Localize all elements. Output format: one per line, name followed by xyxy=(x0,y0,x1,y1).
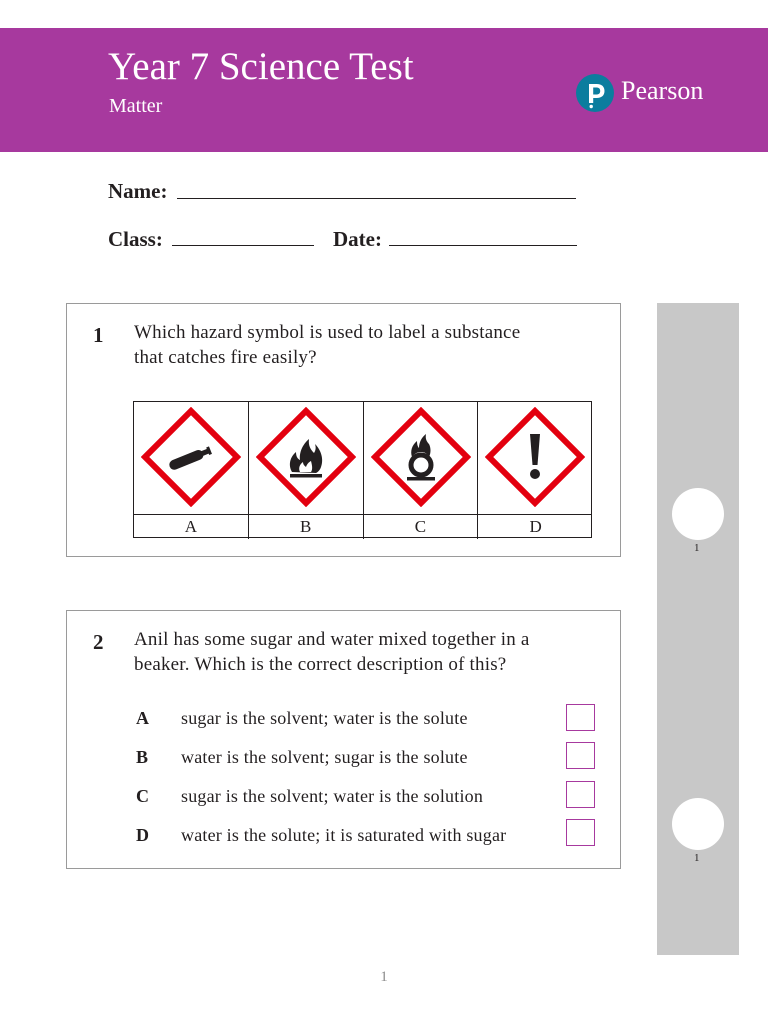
name-field[interactable] xyxy=(177,198,576,199)
page-number: 1 xyxy=(380,969,388,985)
question-1-number: 1 xyxy=(93,323,104,347)
test-title: Year 7 Science Test xyxy=(108,45,414,88)
class-field[interactable] xyxy=(172,245,314,246)
option-a-text: sugar is the solvent; water is the solute xyxy=(181,708,468,728)
option-c-checkbox[interactable] xyxy=(566,781,595,808)
option-b-text: water is the solvent; sugar is the solute xyxy=(181,747,468,767)
hazard-label-d: D xyxy=(529,517,542,536)
mark-box-q1[interactable] xyxy=(672,488,724,540)
test-subtitle: Matter xyxy=(109,95,163,117)
question-2-text-line-2: beaker. Which is the correct description of this? xyxy=(134,654,507,675)
mark-box-q2[interactable] xyxy=(672,798,724,850)
option-b-checkbox[interactable] xyxy=(566,742,595,769)
gas-cylinder-icon xyxy=(141,407,241,507)
option-d-checkbox[interactable] xyxy=(566,819,595,846)
hazard-label-b: B xyxy=(249,515,364,539)
pearson-wordmark: Pearson xyxy=(621,76,704,105)
max-marks-q1: 1 xyxy=(694,542,700,554)
date-label: Date: xyxy=(333,227,382,251)
flame-icon xyxy=(256,407,356,507)
hazard-label-c: C xyxy=(364,515,479,539)
option-b-letter: B xyxy=(136,747,149,767)
option-a-letter: A xyxy=(136,708,149,728)
option-c-letter: C xyxy=(136,786,149,806)
max-marks-q2: 1 xyxy=(694,852,700,864)
hazard-label-a: A xyxy=(134,515,249,539)
name-label: Name: xyxy=(108,179,168,203)
hazard-label-row xyxy=(134,514,591,538)
option-c-text: sugar is the solvent; water is the solution xyxy=(181,786,484,806)
pearson-logo xyxy=(576,74,716,112)
hazard-option-a[interactable] xyxy=(134,402,249,514)
option-d-letter: D xyxy=(136,825,149,845)
hazard-symbol-table xyxy=(133,401,592,538)
class-label: Class: xyxy=(108,227,163,251)
exclamation-mark-icon xyxy=(485,407,585,507)
question-2-number: 2 xyxy=(93,630,104,654)
pearson-p-icon xyxy=(576,74,614,112)
flame-over-circle-icon xyxy=(371,407,471,507)
hazard-option-b[interactable] xyxy=(249,402,364,514)
question-1-text-line-1: Which hazard symbol is used to label a substance xyxy=(134,322,521,343)
hazard-option-c[interactable] xyxy=(364,402,479,514)
option-a-checkbox[interactable] xyxy=(566,704,595,731)
hazard-option-d[interactable] xyxy=(478,402,593,514)
option-d-text: water is the solute; it is saturated with sugar xyxy=(181,825,507,845)
date-field[interactable] xyxy=(389,245,577,246)
question-2-text-line-1: Anil has some sugar and water mixed together in a xyxy=(134,629,530,650)
question-1-text-line-2: that catches fire easily? xyxy=(134,347,317,368)
